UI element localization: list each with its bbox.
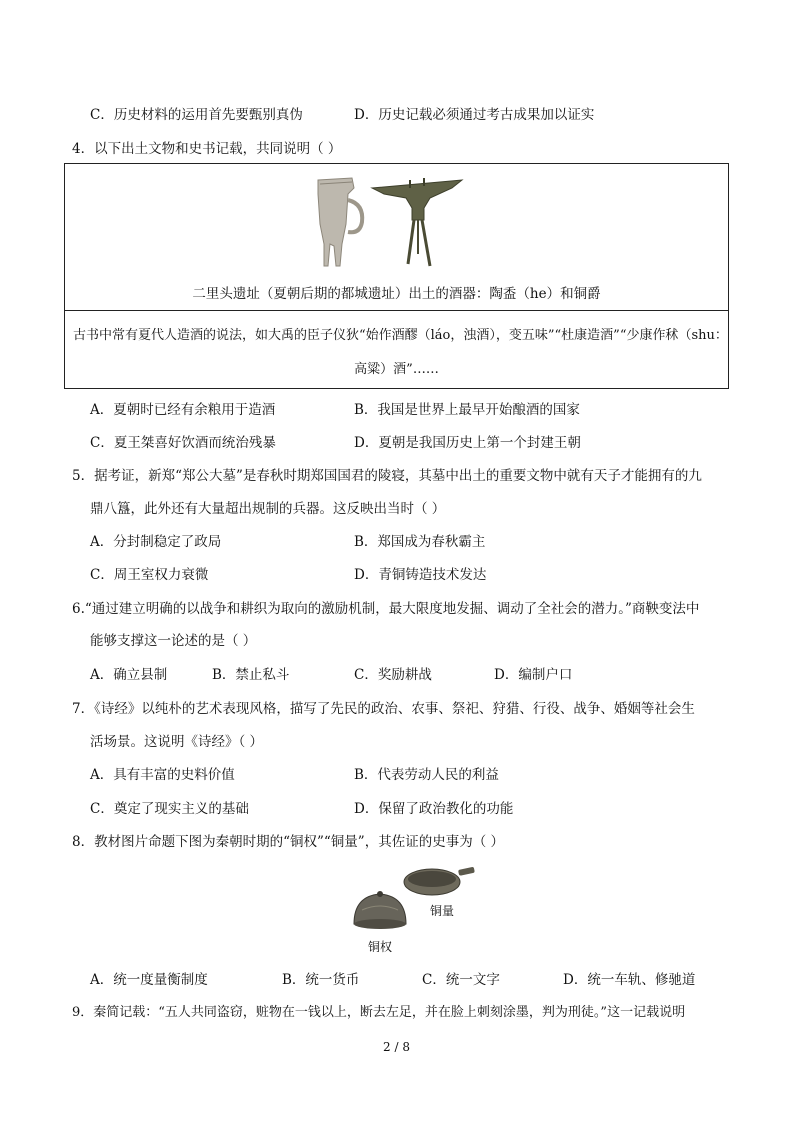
- q5-option-b: B．郑国成为春秋霸主: [354, 534, 486, 550]
- q3-option-c: C．历史材料的运用首先要甄别真伪: [90, 107, 303, 123]
- bronze-scoop-icon: [404, 867, 475, 895]
- pottery-he-icon: [318, 178, 362, 266]
- page-number: 2 / 8: [383, 1040, 410, 1054]
- q6-option-c: C．奖励耕战: [354, 667, 432, 683]
- q8-stem: 8．教材图片命题下图为秦朝时期的“铜权”“铜量”，其佐证的史事为（ ）: [72, 834, 504, 850]
- q9-line-1: 9．秦简记载：“五人共同盗窃，赃物在一钱以上，断去左足，并在脸上刺刻涂墨，判为刑徒。”这一记载说明: [72, 1005, 686, 1020]
- divider: [65, 310, 728, 311]
- q5-option-a: A．分封制稳定了政局: [90, 534, 222, 550]
- q8-option-d: D．统一车轨、修驰道: [563, 972, 696, 988]
- record-line-2: 高粱）酒”……: [354, 362, 439, 377]
- q8-option-b: B．统一货币: [282, 972, 360, 988]
- q5-line-1: 5．据考证，新郑“郑公大墓”是春秋时期郑国国君的陵寝，其墓中出土的重要文物中就有天子才能拥有的九: [72, 468, 702, 484]
- bronze-measures-icon: [340, 858, 480, 958]
- bronze-jue-icon: [372, 178, 462, 266]
- bronze-weight-icon: [354, 891, 406, 929]
- q8-option-a: A．统一度量衡制度: [90, 972, 208, 988]
- q7-option-c: C．奠定了现实主义的基础: [90, 801, 249, 817]
- q6-line-1: 6.“通过建立明确的以战争和耕织为取向的激励机制，最大限度地发掘、调动了全社会的潜力。”商鞅变法中: [72, 601, 700, 617]
- q7-option-d: D．保留了政治教化的功能: [354, 801, 514, 817]
- artifact-caption: 二里头遗址（夏朝后期的都城遗址）出土的酒器：陶盉（he）和铜爵: [192, 286, 601, 302]
- q8-option-c: C．统一文字: [422, 972, 500, 988]
- q5-option-c: C．周王室权力衰微: [90, 567, 209, 583]
- q6-line-2: 能够支撑这一论述的是（ ）: [90, 633, 257, 649]
- q6-option-d: D．编制户口: [494, 667, 573, 683]
- q3-option-d: D．历史记载必须通过考古成果加以证实: [354, 107, 595, 123]
- q7-option-a: A．具有丰富的史料价值: [90, 767, 235, 783]
- q5-line-2: 鼎八簋，此外还有大量超出规制的兵器。这反映出当时（ ）: [90, 501, 446, 517]
- q7-option-b: B．代表劳动人民的利益: [354, 767, 499, 783]
- q4-material-box: [64, 163, 729, 389]
- q4-option-c: C．夏王桀喜好饮酒而统治残暴: [90, 435, 276, 451]
- label-tong-quan: 铜权: [368, 940, 393, 954]
- q7-line-1: 7．《诗经》以纯朴的艺术表现风格，描写了先民的政治、农事、祭祀、狩猎、行役、战争、婚姻等社会生: [72, 701, 695, 717]
- q4-option-a: A．夏朝时已经有余粮用于造酒: [90, 402, 276, 418]
- label-tong-liang: 铜量: [430, 904, 455, 918]
- q6-option-a: A．确立县制: [90, 667, 168, 683]
- q4-option-d: D．夏朝是我国历史上第一个封建王朝: [354, 435, 581, 451]
- bronze-vessels-image: [312, 174, 472, 274]
- record-line-1: 古书中常有夏代人造酒的说法，如大禹的臣子仪狄“始作酒醪（láo，浊酒），变五味”“杜康造酒”“少康作秫（shu：: [73, 328, 728, 343]
- q4-stem: 4．以下出土文物和史书记载，共同说明（ ）: [72, 141, 342, 157]
- bronze-weights-image: [340, 858, 480, 958]
- q7-line-2: 活场景。这说明《诗经》（ ）: [90, 734, 264, 750]
- q6-option-b: B．禁止私斗: [212, 667, 290, 683]
- q4-option-b: B．我国是世界上最早开始酿酒的国家: [354, 402, 580, 418]
- q5-option-d: D．青铜铸造技术发达: [354, 567, 487, 583]
